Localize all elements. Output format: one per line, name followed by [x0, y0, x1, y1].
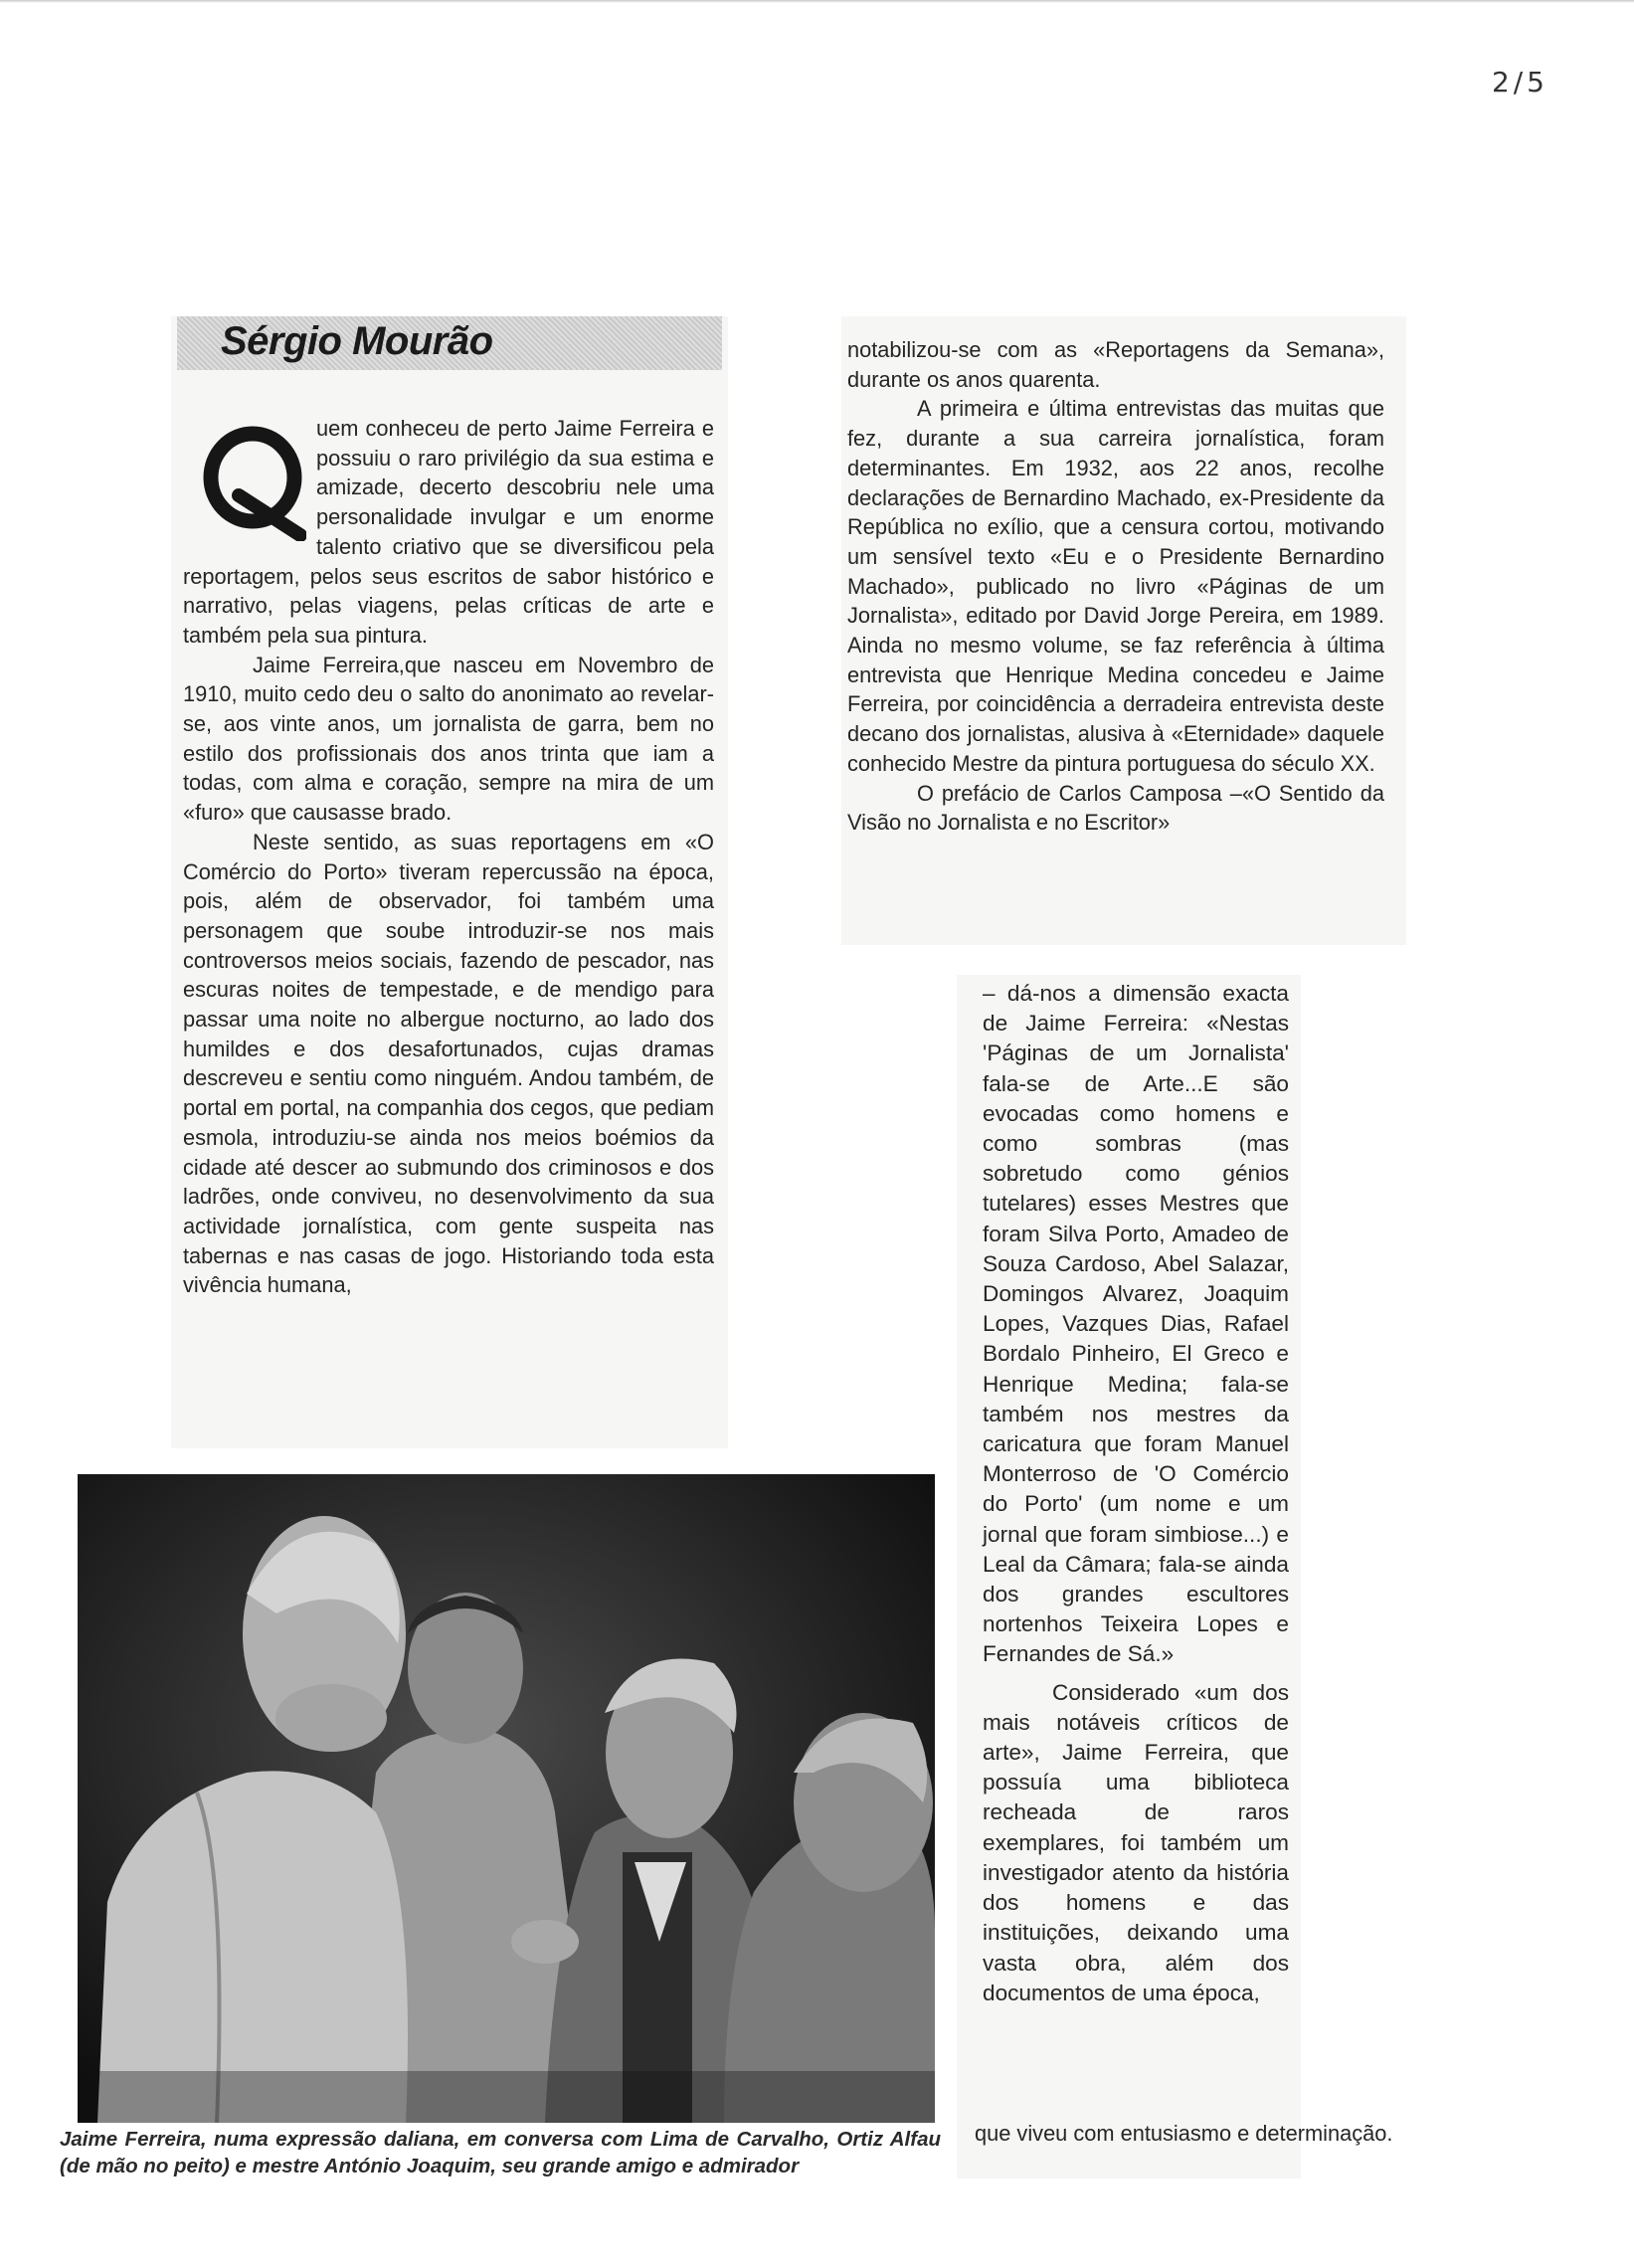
paragraph: Jaime Ferreira,que nasceu em Novembro de 1910, muito cedo deu o salto do anonimato ao revelar-se, aos vinte anos, um jornalista de garra, bem no estilo dos profissionais dos anos trinta que iam a todas, com alma e coração, sempre na mira de um «furo» que causasse brado. [183, 652, 714, 826]
page-number: 2/5 [1491, 66, 1548, 98]
paragraph: Considerado «um dos mais notáveis críticos de arte», Jaime Ferreira, que possuía uma biblioteca recheada de raros exemplares, foi também um investigador atento da história dos homens e das instituições, deixando uma vasta obra, além dos documentos de uma época, [983, 1679, 1289, 2005]
article-closing-line: que viveu com entusiasmo e determinação. [975, 2121, 1393, 2146]
byline-banner [177, 316, 722, 370]
scan-top-edge [0, 0, 1634, 3]
article-column-1 [183, 414, 714, 1300]
paragraph-intro: uem conheceu de perto Jaime Ferreira e possuiu o raro privilégio da sua estima e amizade, decerto descobriu nele uma personalidade invulgar e um enorme talento criativo que se diversificou pela reportagem, pelos seus escritos de sabor histórico e narrativo, pelas viagens, pelas críticas de arte e também pela sua pintura. [183, 416, 714, 648]
paragraph: – dá-nos a dimensão exacta de Jaime Ferreira: «Nestas 'Páginas de um Jornalista' fala-se de Arte...E são evocadas como homens e como sombras (mas sobretudo como génios tutelares) esses Mestres que foram Silva Porto, Amadeo de Souza Cardoso, Abel Salazar, Domingos Alvarez, Joaquim Lopes, Vazques Dias, Rafael Bordalo Pinheiro, El Greco e Henrique Medina; fala-se também nos mestres da caricatura que foram Manuel Monterroso de 'O Comércio do Porto' (um nome e um jornal que foram simbiose...) e Leal da Câmara; fala-se ainda dos grandes escultores nortenhos Teixeira Lopes e Fernandes de Sá.» [983, 981, 1289, 1667]
article-column-3 [983, 979, 1289, 2008]
article-photo [78, 1474, 935, 2123]
paragraph: A primeira e última entrevistas das muitas que fez, durante a sua carreira jornalística, foram determinantes. Em 1932, aos 22 anos, recolhe declarações de Bernardino Machado, ex-Presidente da República no exílio, que a censura cortou, motivando um sensível texto «Eu e o Presidente Bernardino Machado», publicado no livro «Páginas de um Jornalista», editado por David Jorge Pereira, em 1989. Ainda no mesmo volume, se faz referência à última entrevista que Henrique Medina concedeu e Jaime Ferreira, por coincidência a derradeira entrevista deste decano dos jornalistas, alusiva à «Eternidade» daquele conhecido Mestre da pintura portuguesa do século XX. [847, 396, 1384, 776]
dropcap-q [201, 424, 306, 541]
author-name: Sérgio Mourão [221, 319, 493, 363]
paragraph: notabilizou-se com as «Reportagens da Semana», durante os anos quarenta. [847, 337, 1384, 392]
article-column-2 [847, 335, 1384, 838]
photo-caption: Jaime Ferreira, numa expressão daliana, em conversa com Lima de Carvalho, Ortiz Alfau (de mão no peito) e mestre António Joaquim, seu grande amigo e admirador [60, 2128, 941, 2177]
paragraph: Neste sentido, as suas reportagens em «O Comércio do Porto» tiveram repercussão na época, pois, além de observador, foi também uma personagem que soube introduzir-se nos mais controversos meios sociais, fazendo de pescador, nas escuras noites de tempestade, e de mendigo para passar uma noite no albergue nocturno, ao lado dos humildes e dos desafortunados, cujas dramas descreveu e sentiu como ninguém. Andou também, de portal em portal, na companhia dos cegos, que pediam esmola, introduziu-se ainda nos meios boémios da cidade até descer ao submundo dos criminosos e dos ladrões, onde conviveu, no desenvolvimento da sua actividade jornalística, com gente suspeita nas tabernas e nas casas de jogo. Historiando toda esta vivência humana, [183, 829, 714, 1298]
paragraph: O prefácio de Carlos Camposa –«O Sentido da Visão no Jornalista e no Escritor» [847, 780, 1384, 836]
